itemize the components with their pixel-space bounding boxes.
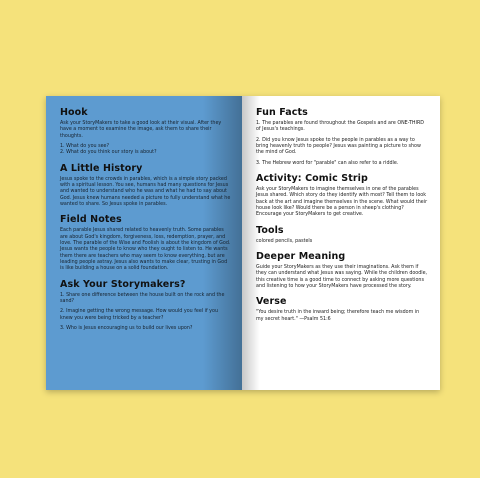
history-section [60, 163, 232, 209]
deeper-meaning-heading: Deeper Meaning [256, 250, 346, 262]
field-notes-text: Each parable Jesus shared related to heavenly truth. Some parables are about God's kingdom, forgiveness, loss, redemption, prayer, and love. The parable of the Wise and Foolish is about the kingdom of God. Jesus wants the people to know who they ought to listen to. He wants them there are teachers who may seem to know everything, but are leading people astray. Jesus also wants to make clear, trusting in God is like building a house on a solid foundation. [60, 228, 231, 272]
verse-text: "You desire truth in the inward being; therefore teach me wisdom in my secret heart." —Psalm 51:6 [256, 310, 420, 322]
activity-text: Ask your StoryMakers to imagine themselves in one of the parables Jesus shared. Which story do they identify with most? Tell them to look back at the art and imagine themselves in the scene. What would their house look like? Would there be a person in sheep's clothing? Encourage your StoryMakers to get creative. [256, 186, 428, 218]
history-heading: A Little History [60, 162, 143, 174]
fun-facts-section [256, 107, 428, 167]
right-page [242, 96, 440, 390]
ask-section [60, 279, 232, 333]
ask-question-1: 1. Share one difference between the house built on the rock and the sand? [60, 292, 225, 304]
hook-section [60, 107, 232, 157]
verse-heading: Verse [256, 296, 287, 308]
ask-question-2: 2. Imagine getting the wrong message. How would you feel if you knew you were being tricked by a teacher? [60, 309, 218, 321]
ask-question-3: 3. Who is Jesus encouraging us to build our lives upon? [60, 325, 193, 331]
field-notes-heading: Field Notes [60, 214, 122, 226]
history-text: Jesus spoke to the crowds in parables, which is a simple story packed with a spiritual lesson. You see, humans had many questions for Jesus and wanted to understand who he was and what he had to say about God. Jesus knew humans needed a picture to fully understand what he wanted to share. So Jesus spoke in parables. [60, 176, 231, 207]
deeper-meaning-text: Guide your StoryMakers as they use their imaginations. Ask them if they can understand what Jesus was saying. While the children doodle, this creative time is a good time to connect by asking more questions and listening to how your StoryMakers have processed the story. [256, 264, 428, 289]
tools-heading: Tools [256, 224, 284, 236]
left-page [46, 96, 242, 390]
activity-section [256, 173, 428, 219]
verse-section [256, 296, 428, 323]
ask-heading: Ask Your Storymakers? [60, 278, 186, 290]
open-booklet [46, 96, 440, 390]
tools-text: colored pencils, pastels [256, 238, 313, 244]
fun-fact-1: 1. The parables are found throughout the Gospels and are ONE-THIRD of Jesus's teachings. [256, 121, 424, 133]
hook-question-2: 2. What do you think our story is about? [60, 150, 157, 156]
activity-heading: Activity: Comic Strip [256, 172, 368, 184]
fun-fact-2: 2. Did you know Jesus spoke to the people in parables as a way to bring heavenly truth to people? Jesus was painting a picture to show the mind of God. [256, 137, 421, 156]
hook-question-1: 1. What do you see? [60, 143, 110, 149]
hook-intro: Ask your StoryMakers to take a good look at their visual. After they have a moment to examine the image, ask them to share their thoughts. [60, 121, 222, 139]
field-notes-section [60, 214, 232, 272]
fun-fact-3: 3. The Hebrew word for "parable" can also refer to a riddle. [256, 160, 399, 166]
hook-heading: Hook [60, 107, 88, 118]
fun-facts-heading: Fun Facts [256, 107, 308, 118]
tools-section [256, 225, 428, 245]
deeper-meaning-section [256, 251, 428, 290]
